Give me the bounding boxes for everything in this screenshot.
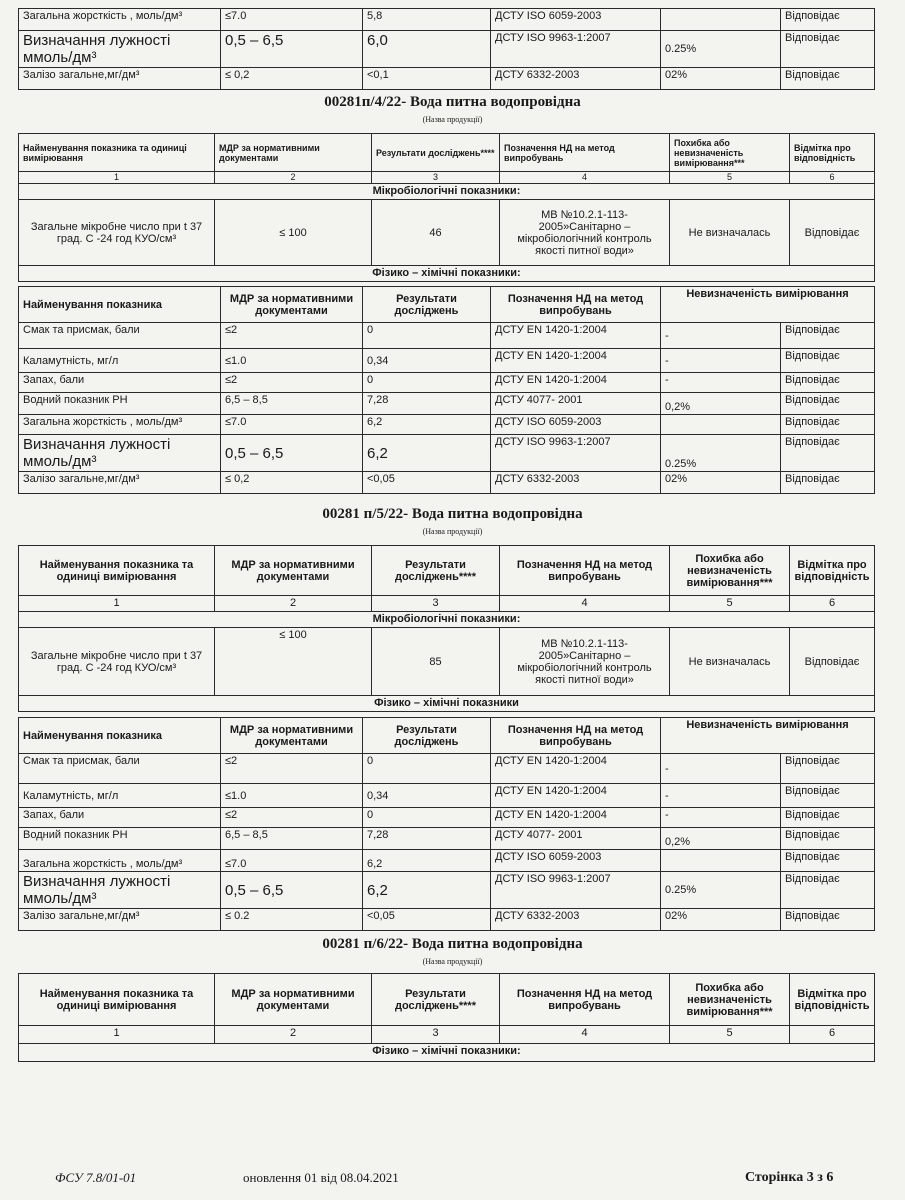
- mdr-value: ≤7.0: [221, 415, 363, 435]
- mdr-value: ≤1.0: [221, 784, 363, 808]
- compliance-mark: Відповідає: [781, 68, 875, 90]
- table-row: [19, 349, 875, 373]
- col-header-method: Позначення НД на метод випробувань: [500, 546, 670, 596]
- uncertainty: 0,2%: [661, 828, 781, 850]
- phys-category-label: Фізико – хімічні показники:: [19, 1044, 875, 1062]
- section-6-table: [18, 973, 875, 1062]
- col-number: 1: [19, 596, 215, 612]
- uncertainty: 02%: [661, 472, 781, 494]
- section-5-subtitle: (Назва продукції): [422, 527, 483, 536]
- table-row: [19, 435, 875, 472]
- section-6-subtitle: (Назва продукції): [422, 957, 483, 966]
- col-header-indicator: Найменування показника: [19, 287, 221, 323]
- compliance-mark: Відповідає: [781, 323, 875, 349]
- result-value: 6,2: [363, 435, 491, 472]
- phys-category-label: Фізико – хімічні показники:: [19, 266, 875, 282]
- section-5-title: 00281 п/5/22- Вода питна водопровідна: [322, 506, 583, 522]
- result-value: 0,34: [363, 349, 491, 373]
- mdr-value: ≤2: [221, 373, 363, 393]
- result-value: <0,05: [363, 472, 491, 494]
- result-value: 7,28: [363, 393, 491, 415]
- col-header-mdr: МДР за нормативними документами: [215, 974, 372, 1026]
- footer-page-number: Сторінка 3 з 6: [745, 1170, 834, 1185]
- result-value: 0,34: [363, 784, 491, 808]
- col-header-compliance: Відмітка про відповідність: [790, 974, 875, 1026]
- section-4-title: 00281п/4/22- Вода питна водопровідна: [324, 94, 581, 110]
- indicator-name: Загальна жорсткість , моль/дм³: [19, 850, 221, 872]
- section-4-micro-table: [18, 133, 875, 282]
- table-row: [19, 393, 875, 415]
- indicator-name: Залізо загальне,мг/дм³: [19, 909, 221, 931]
- col-number: 1: [19, 172, 215, 184]
- table-row: [19, 373, 875, 393]
- section-4-phys-table: [18, 286, 875, 494]
- result-value: 6,0: [363, 31, 491, 68]
- uncertainty: [661, 9, 781, 31]
- micro-category-label: Мікробіологічні показники:: [19, 612, 875, 628]
- col-header-uncertainty: Невизначеність вимірювання: [661, 718, 875, 754]
- result-value: <0,1: [363, 68, 491, 90]
- uncertainty: [661, 850, 781, 872]
- footer-update-note: оновлення 01 від 08.04.2021: [243, 1170, 399, 1185]
- method-standard: ДСТУ ISO 9963-1:2007: [491, 31, 661, 68]
- uncertainty: -: [661, 349, 781, 373]
- compliance-mark: Відповідає: [781, 909, 875, 931]
- mdr-value: ≤2: [221, 808, 363, 828]
- col-header-uncertainty: Похибка або невизначеність вимірювання***: [670, 546, 790, 596]
- col-number: 2: [215, 596, 372, 612]
- uncertainty: -: [661, 754, 781, 784]
- table-row: [19, 808, 875, 828]
- method-standard: ДСТУ EN 1420-1:2004: [491, 784, 661, 808]
- micro-category-label: Мікробіологічні показники:: [19, 184, 875, 200]
- table-header-row: [19, 546, 875, 596]
- result-value: 6,2: [363, 850, 491, 872]
- section-5-phys-table: [18, 717, 875, 931]
- method-standard: МВ №10.2.1-113-2005»Санітарно – мікробіологічний контроль якості питної води»: [500, 200, 670, 266]
- indicator-name: Водний показник PH: [19, 393, 221, 415]
- compliance-mark: Відповідає: [781, 808, 875, 828]
- col-header-results: Результати досліджень****: [372, 546, 500, 596]
- column-number-row: [19, 1026, 875, 1044]
- col-header-results: Результати досліджень: [363, 287, 491, 323]
- compliance-mark: Відповідає: [781, 373, 875, 393]
- mdr-value: ≤7.0: [221, 850, 363, 872]
- indicator-name: Каламутність, мг/л: [19, 784, 221, 808]
- method-standard: ДСТУ 6332-2003: [491, 472, 661, 494]
- col-header-uncertainty: Невизначеність вимірювання: [661, 287, 875, 323]
- result-value: 6,2: [363, 872, 491, 909]
- indicator-name: Загальна жорсткість , моль/дм³: [19, 9, 221, 31]
- uncertainty: 0,2%: [661, 393, 781, 415]
- method-standard: ДСТУ 4077- 2001: [491, 828, 661, 850]
- col-header-indicator: Найменування показника та одиниці вимірювання: [19, 134, 215, 172]
- col-header-results: Результати досліджень****: [372, 134, 500, 172]
- method-standard: ДСТУ ISO 6059-2003: [491, 415, 661, 435]
- col-number: 1: [19, 1026, 215, 1044]
- uncertainty: 02%: [661, 68, 781, 90]
- col-header-mdr: МДР за нормативними документами: [221, 718, 363, 754]
- table-row: [19, 784, 875, 808]
- category-row: [19, 266, 875, 282]
- mdr-value: 0,5 – 6,5: [221, 31, 363, 68]
- table-header-row: [19, 718, 875, 754]
- table-row: [19, 31, 875, 68]
- table-row: [19, 850, 875, 872]
- mdr-value: ≤ 100: [215, 628, 372, 696]
- result-value: 0: [363, 754, 491, 784]
- compliance-mark: Відповідає: [790, 200, 875, 266]
- mdr-value: ≤2: [221, 323, 363, 349]
- col-number: 5: [670, 1026, 790, 1044]
- uncertainty: -: [661, 808, 781, 828]
- category-row: [19, 184, 875, 200]
- result-value: 5,8: [363, 9, 491, 31]
- result-value: 6,2: [363, 415, 491, 435]
- compliance-mark: Відповідає: [781, 850, 875, 872]
- indicator-name: Запах, бали: [19, 808, 221, 828]
- table-row: [19, 415, 875, 435]
- col-header-compliance: Відмітка про відповідність: [790, 546, 875, 596]
- method-standard: ДСТУ 4077- 2001: [491, 393, 661, 415]
- uncertainty: 0.25%: [661, 31, 781, 68]
- mdr-value: ≤7.0: [221, 9, 363, 31]
- compliance-mark: Відповідає: [781, 754, 875, 784]
- compliance-mark: Відповідає: [781, 472, 875, 494]
- col-number: 4: [500, 596, 670, 612]
- col-number: 4: [500, 1026, 670, 1044]
- col-number: 5: [670, 596, 790, 612]
- mdr-value: 6,5 – 8,5: [221, 393, 363, 415]
- compliance-mark: Відповідає: [781, 31, 875, 68]
- mdr-value: ≤ 0,2: [221, 68, 363, 90]
- col-number: 3: [372, 172, 500, 184]
- method-standard: ДСТУ EN 1420-1:2004: [491, 349, 661, 373]
- col-number: 6: [790, 596, 875, 612]
- method-standard: ДСТУ 6332-2003: [491, 68, 661, 90]
- col-number: 5: [670, 172, 790, 184]
- category-row: [19, 612, 875, 628]
- result-value: 85: [372, 628, 500, 696]
- compliance-mark: Відповідає: [781, 784, 875, 808]
- method-standard: ДСТУ EN 1420-1:2004: [491, 323, 661, 349]
- compliance-mark: Відповідає: [781, 9, 875, 31]
- uncertainty: Не визначалась: [670, 200, 790, 266]
- column-number-row: [19, 172, 875, 184]
- col-header-indicator: Найменування показника та одиниці вимірювання: [19, 546, 215, 596]
- col-number: 2: [215, 172, 372, 184]
- indicator-name: Водний показник PH: [19, 828, 221, 850]
- uncertainty: 0.25%: [661, 872, 781, 909]
- mdr-value: 0,5 – 6,5: [221, 435, 363, 472]
- section-5-micro-table: [18, 545, 875, 712]
- method-standard: ДСТУ ISO 6059-2003: [491, 850, 661, 872]
- col-number: 6: [790, 1026, 875, 1044]
- mdr-value: ≤1.0: [221, 349, 363, 373]
- table-header-row: [19, 974, 875, 1026]
- top-results-table: [18, 8, 875, 90]
- col-header-results: Результати досліджень: [363, 718, 491, 754]
- uncertainty: -: [661, 373, 781, 393]
- col-header-results: Результати досліджень****: [372, 974, 500, 1026]
- table-row: [19, 754, 875, 784]
- method-standard: ДСТУ ISO 9963-1:2007: [491, 435, 661, 472]
- col-header-mdr: МДР за нормативними документами: [215, 134, 372, 172]
- col-header-mdr: МДР за нормативними документами: [221, 287, 363, 323]
- mdr-value: 0,5 – 6,5: [221, 872, 363, 909]
- uncertainty: 02%: [661, 909, 781, 931]
- indicator-name: Загальне мікробне число при t 37 град. С -24 год КУО/см³: [19, 200, 215, 266]
- mdr-value: ≤2: [221, 754, 363, 784]
- mdr-value: ≤ 0,2: [221, 472, 363, 494]
- col-number: 3: [372, 596, 500, 612]
- table-row: [19, 323, 875, 349]
- result-value: 7,28: [363, 828, 491, 850]
- method-standard: ДСТУ EN 1420-1:2004: [491, 808, 661, 828]
- method-standard: ДСТУ ISO 6059-2003: [491, 9, 661, 31]
- table-row: [19, 472, 875, 494]
- mdr-value: ≤ 100: [215, 200, 372, 266]
- compliance-mark: Відповідає: [781, 393, 875, 415]
- col-header-uncertainty: Похибка або невизначеність вимірювання***: [670, 134, 790, 172]
- compliance-mark: Відповідає: [790, 628, 875, 696]
- col-number: 3: [372, 1026, 500, 1044]
- compliance-mark: Відповідає: [781, 828, 875, 850]
- indicator-name: Визначання лужності ммоль/дм³: [19, 435, 221, 472]
- col-header-indicator: Найменування показника: [19, 718, 221, 754]
- col-header-mdr: МДР за нормативними документами: [215, 546, 372, 596]
- footer-form-code: ФСУ 7.8/01-01: [55, 1170, 137, 1185]
- result-value: 46: [372, 200, 500, 266]
- indicator-name: Загальна жорсткість , моль/дм³: [19, 415, 221, 435]
- category-row: [19, 696, 875, 712]
- indicator-name: Запах, бали: [19, 373, 221, 393]
- method-standard: МВ №10.2.1-113-2005»Санітарно – мікробіологічний контроль якості питної води»: [500, 628, 670, 696]
- uncertainty: [661, 415, 781, 435]
- phys-category-label: Фізико – хімічні показники: [19, 696, 875, 712]
- section-4-subtitle: (Назва продукції): [422, 115, 483, 124]
- col-number: 2: [215, 1026, 372, 1044]
- result-value: 0: [363, 373, 491, 393]
- compliance-mark: Відповідає: [781, 349, 875, 373]
- col-header-method: Позначення НД на метод випробувань: [500, 134, 670, 172]
- method-standard: ДСТУ 6332-2003: [491, 909, 661, 931]
- table-row: [19, 828, 875, 850]
- indicator-name: Залізо загальне,мг/дм³: [19, 68, 221, 90]
- compliance-mark: Відповідає: [781, 415, 875, 435]
- table-row: [19, 872, 875, 909]
- table-header-row: [19, 134, 875, 172]
- col-header-method: Позначення НД на метод випробувань: [491, 718, 661, 754]
- uncertainty: 0.25%: [661, 435, 781, 472]
- column-number-row: [19, 596, 875, 612]
- uncertainty: Не визначалась: [670, 628, 790, 696]
- indicator-name: Визначання лужності ммоль/дм³: [19, 872, 221, 909]
- table-row: [19, 200, 875, 266]
- result-value: 0: [363, 323, 491, 349]
- table-row: [19, 68, 875, 90]
- uncertainty: -: [661, 323, 781, 349]
- table-row: [19, 909, 875, 931]
- indicator-name: Загальне мікробне число при t 37 град. С -24 год КУО/см³: [19, 628, 215, 696]
- method-standard: ДСТУ ISO 9963-1:2007: [491, 872, 661, 909]
- table-row: [19, 9, 875, 31]
- col-header-uncertainty: Похибка або невизначеність вимірювання***: [670, 974, 790, 1026]
- category-row: [19, 1044, 875, 1062]
- indicator-name: Визначання лужності ммоль/дм³: [19, 31, 221, 68]
- indicator-name: Каламутність, мг/л: [19, 349, 221, 373]
- table-row: [19, 628, 875, 696]
- col-number: 4: [500, 172, 670, 184]
- col-header-method: Позначення НД на метод випробувань: [500, 974, 670, 1026]
- section-6-title: 00281 п/6/22- Вода питна водопровідна: [322, 936, 583, 952]
- indicator-name: Смак та присмак, бали: [19, 754, 221, 784]
- table-header-row: [19, 287, 875, 323]
- indicator-name: Залізо загальне,мг/дм³: [19, 472, 221, 494]
- result-value: 0: [363, 808, 491, 828]
- col-header-indicator: Найменування показника та одиниці вимірювання: [19, 974, 215, 1026]
- method-standard: ДСТУ EN 1420-1:2004: [491, 754, 661, 784]
- col-header-compliance: Відмітка про відповідність: [790, 134, 875, 172]
- col-number: 6: [790, 172, 875, 184]
- mdr-value: 6,5 – 8,5: [221, 828, 363, 850]
- indicator-name: Смак та присмак, бали: [19, 323, 221, 349]
- compliance-mark: Відповідає: [781, 872, 875, 909]
- col-header-method: Позначення НД на метод випробувань: [491, 287, 661, 323]
- compliance-mark: Відповідає: [781, 435, 875, 472]
- uncertainty: -: [661, 784, 781, 808]
- method-standard: ДСТУ EN 1420-1:2004: [491, 373, 661, 393]
- mdr-value: ≤ 0.2: [221, 909, 363, 931]
- result-value: <0,05: [363, 909, 491, 931]
